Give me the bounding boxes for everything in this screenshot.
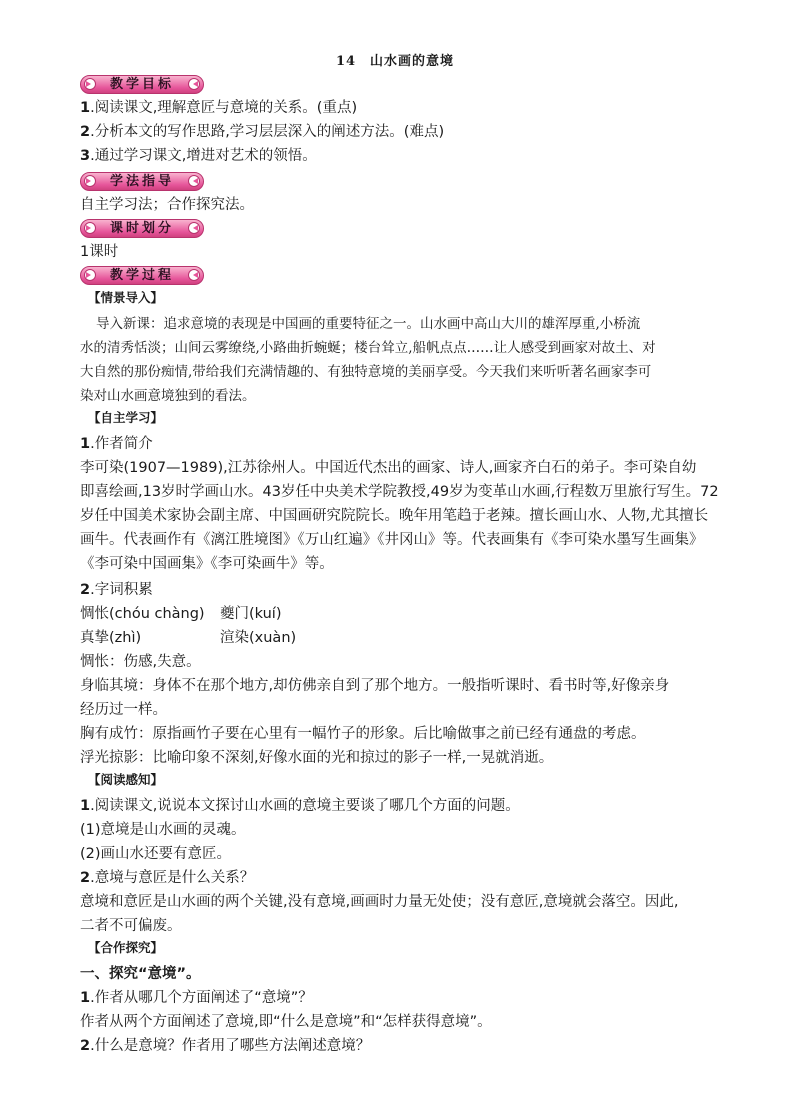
lesson-title: 山水画的意境	[370, 54, 455, 69]
pinyin-item: 真挚(zhì)	[80, 630, 142, 646]
question-2: 2.意境与意匠是什么关系？	[80, 870, 255, 886]
explore-heading: 一、探究“意境”。	[80, 966, 201, 982]
author-line: 即喜绘画,13岁时学画山水。43岁任中央美术学院教授,49岁为变革山水画,行程数万里旅行写生。72	[80, 484, 719, 500]
banner-label: 课时划分	[109, 221, 174, 236]
explore-answer-1: 作者从两个方面阐述了意境,即“什么是意境”和“怎样获得意境”。	[80, 1014, 492, 1030]
question-1: 1.阅读课文,说说本文探讨山水画的意境主要谈了哪几个方面的问题。	[80, 798, 520, 814]
banner-class-hours	[80, 219, 204, 239]
banner-teaching-process	[80, 266, 204, 286]
answer-line: (2)画山水还要有意匠。	[80, 846, 232, 862]
word-definition: 浮光掠影：比喻印象不深刻,好像水面的光和掠过的影子一样,一晃就消逝。	[80, 750, 554, 766]
goal-item: 2.分析本文的写作思路,学习层层深入的阐述方法。(难点)	[80, 124, 445, 140]
intro-line: 导入新课：追求意境的表现是中国画的重要特征之一。山水画中高山大川的雄浑厚重,小桥流	[96, 316, 641, 332]
pinyin-item: 夔门(kuí)	[220, 606, 282, 622]
word-definition: 身临其境：身体不在那个地方,却仿佛亲自到了那个地方。一般指听课时、看书时等,好像亲身	[80, 678, 670, 694]
word-definition: 经历过一样。	[80, 702, 167, 718]
pinyin-item: 渲染(xuàn)	[220, 630, 297, 646]
explore-question-1: 1.作者从哪几个方面阐述了“意境”？	[80, 990, 313, 1006]
goal-item: 1.阅读课文,理解意匠与意境的关系。(重点)	[80, 100, 358, 116]
page-title	[0, 50, 790, 69]
explore-question-2: 2.什么是意境？作者用了哪些方法阐述意境？	[80, 1038, 371, 1054]
intro-line: 染对山水画意境独到的看法。	[80, 388, 256, 404]
intro-line: 大自然的那份痴情,带给我们充满情趣的、有独特意境的美丽享受。今天我们来听听著名画家李可	[80, 364, 652, 380]
banner-label: 教学过程	[109, 268, 174, 283]
answer-line: 二者不可偏废。	[80, 918, 182, 934]
intro-line: 水的清秀恬淡；山间云雾缭绕,小路曲折蜿蜒；楼台耸立,船帆点点……让人感受到画家对故土、对	[80, 340, 656, 356]
subheading-intro: 【情景导入】	[88, 290, 164, 305]
banner-label: 教学目标	[109, 77, 174, 92]
lesson-number: 14	[335, 54, 357, 69]
methods-text: 自主学习法；合作探究法。	[80, 197, 254, 213]
goal-item: 3.通过学习课文,增进对艺术的领悟。	[80, 148, 317, 164]
answer-line: 意境和意匠是山水画的两个关键,没有意境,画画时力量无处使；没有意匠,意境就会落空。因此,	[80, 894, 679, 910]
subheading-cooperative: 【合作探究】	[88, 940, 164, 955]
author-line: 画牛。代表画作有《漓江胜境图》《万山红遍》《井冈山》等。代表画集有《李可染水墨写生画集》	[80, 532, 704, 548]
answer-line: (1)意境是山水画的灵魂。	[80, 822, 246, 838]
words-heading: 2.字词积累	[80, 582, 153, 598]
author-line: 岁任中国美术家协会副主席、中国画研究院院长。晚年用笔趋于老辣。擅长画山水、人物,尤其擅长	[80, 508, 709, 524]
pinyin-item: 惆怅(chóu chàng)	[80, 606, 205, 622]
banner-teaching-goals	[80, 75, 204, 95]
author-line: 李可染(1907—1989),江苏徐州人。中国近代杰出的画家、诗人,画家齐白石的弟子。李可染自幼	[80, 460, 697, 476]
subheading-self-study: 【自主学习】	[88, 410, 164, 425]
subheading-reading: 【阅读感知】	[88, 772, 164, 787]
author-heading: 1.作者简介	[80, 436, 153, 452]
banner-label: 学法指导	[109, 174, 174, 189]
hours-text: 1课时	[80, 244, 119, 260]
word-definition: 胸有成竹：原指画竹子要在心里有一幅竹子的形象。后比喻做事之前已经有通盘的考虑。	[80, 726, 646, 742]
author-line: 《李可染中国画集》《李可染画牛》等。	[80, 556, 334, 572]
word-definition: 惆怅：伤感,失意。	[80, 654, 201, 670]
banner-study-methods	[80, 172, 204, 192]
